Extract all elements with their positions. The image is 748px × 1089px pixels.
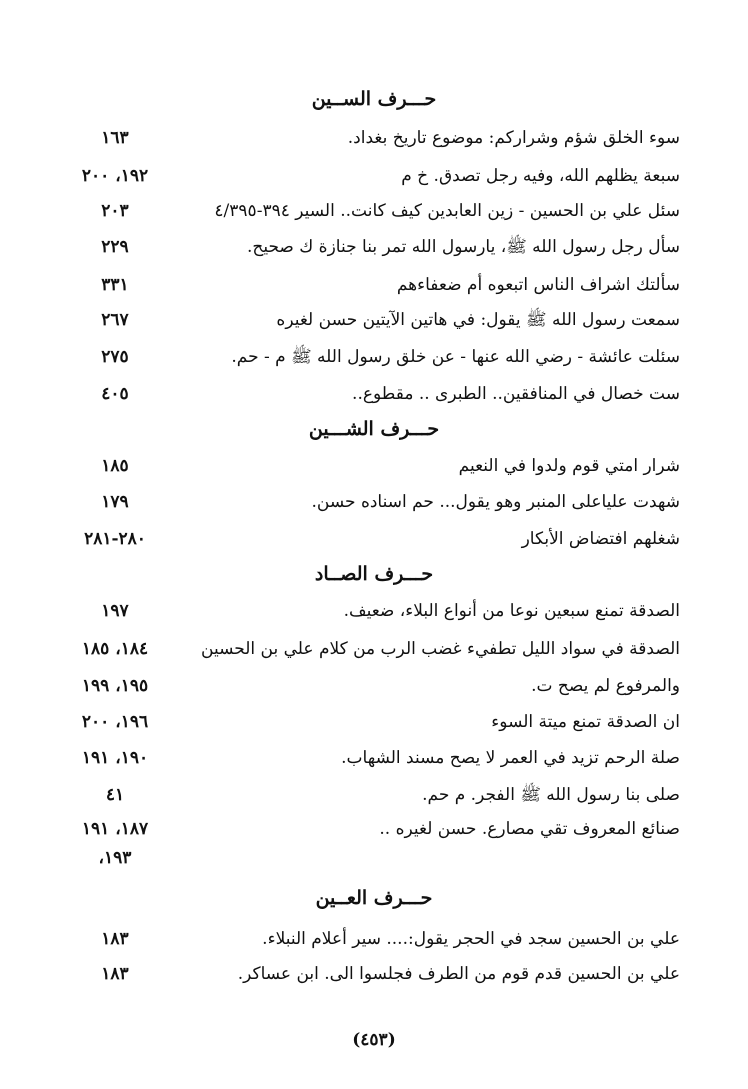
entry-pages: ٢٢٩	[101, 237, 129, 257]
entry-pages: ١٩٦، ٢٠٠	[81, 712, 149, 732]
entry-pages: ١٧٩	[101, 492, 129, 512]
entry-text: سألتك اشراف الناس اتبعوه أم ضعفاءهم	[396, 275, 680, 295]
index-entry	[0, 340, 748, 374]
index-entry	[0, 377, 748, 411]
entry-text: الصدقة في سواد الليل تطفيء غضب الرب من كلام علي بن الحسين	[201, 639, 680, 659]
index-entry	[0, 230, 748, 264]
index-entry	[0, 485, 748, 519]
entry-text: سوء الخلق شؤم وشراركم: موضوع تاريخ بغداد.	[347, 128, 680, 148]
entry-pages: ١٨٤، ١٨٥	[81, 639, 149, 659]
entry-pages: ٤٠٥	[101, 384, 129, 404]
entry-pages: ١٩٢، ٢٠٠	[81, 166, 149, 186]
entry-pages: ٢٧٥	[101, 347, 129, 367]
entry-text: علي بن الحسين سجد في الحجر يقول:.... سير أعلام النبلاء.	[262, 929, 680, 949]
index-entry	[0, 449, 748, 483]
index-entry	[0, 268, 748, 302]
entry-pages: ١٨٥	[101, 456, 129, 476]
entry-text: ان الصدقة تمنع ميتة السوء	[491, 712, 680, 732]
entry-pages: ١٨٧، ١٩١	[81, 819, 149, 839]
entry-text: سئل علي بن الحسين - زين العابدين كيف كانت.. السير ٣٩٤-٤/٣٩٥	[214, 201, 680, 221]
entry-text: صلة الرحم تزيد في العمر لا يصح مسند الشهاب.	[341, 748, 680, 768]
index-entry	[0, 194, 748, 228]
entry-text: صنائع المعروف تقي مصارع. حسن لغيره ..	[379, 819, 680, 839]
page-number: (٤٥٣)	[352, 1030, 396, 1050]
entry-pages: ٣٣١	[101, 275, 129, 295]
entry-text: شرار امتي قوم ولدوا في النعيم	[458, 456, 680, 476]
index-entry	[0, 159, 748, 193]
index-entry	[0, 594, 748, 628]
index-entry	[0, 957, 748, 991]
entry-pages: ١٨٣	[101, 929, 129, 949]
entry-text: صلى بنا رسول الله ﷺ الفجر. م حم.	[422, 785, 680, 805]
entry-pages: ١٦٣	[101, 128, 129, 148]
entry-pages: ١٩٧	[101, 601, 129, 621]
section-heading-sheen: حـــرف الشـــين	[308, 418, 440, 440]
entry-pages: ٤١	[105, 785, 125, 805]
entry-pages: ١٩٠، ١٩١	[81, 748, 149, 768]
entry-pages: ٢٠٣	[101, 201, 129, 221]
index-entry	[0, 632, 748, 666]
entry-pages-continuation: ١٩٣،	[98, 848, 132, 868]
entry-text: الصدقة تمنع سبعين نوعا من أنواع البلاء، ضعيف.	[343, 601, 680, 621]
index-entry	[0, 741, 748, 775]
entry-text: شغلهم افتضاض الأبكار	[521, 529, 680, 549]
entry-pages: ١٩٥، ١٩٩	[81, 676, 149, 696]
index-entry	[0, 922, 748, 956]
index-entry	[0, 303, 748, 337]
section-heading-ain: حـــرف العــين	[315, 887, 433, 909]
section-heading-saad: حـــرف الصــاد	[314, 563, 434, 585]
entry-text: شهدت علياعلى المنبر وهو يقول... حم اسناده حسن.	[311, 492, 680, 512]
entry-text: سبعة يظلهم الله، وفيه رجل تصدق. خ م	[401, 166, 680, 186]
entry-pages: ٢٦٧	[101, 310, 129, 330]
index-entry	[0, 812, 748, 846]
index-entry	[0, 669, 748, 703]
index-entry	[0, 705, 748, 739]
entry-text: سأل رجل رسول الله ﷺ، يارسول الله تمر بنا جنازة ك صحيح.	[246, 237, 680, 257]
index-entry	[0, 778, 748, 812]
index-entry	[0, 121, 748, 155]
entry-pages: ١٨٣	[101, 964, 129, 984]
entry-text: ست خصال في المنافقين.. الطبرى .. مقطوع..	[352, 384, 680, 404]
section-heading-seen: حـــرف الســين	[311, 88, 437, 110]
entry-text: سئلت عائشة - رضي الله عنها - عن خلق رسول الله ﷺ م - حم.	[231, 347, 680, 367]
entry-text: سمعت رسول الله ﷺ يقول: في هاتين الآيتين حسن لغيره	[276, 310, 680, 330]
entry-text: علي بن الحسين قدم قوم من الطرف فجلسوا الى. ابن عساكر.	[237, 964, 680, 984]
entry-pages: ٢٨٠-٢٨١	[84, 529, 146, 549]
index-entry	[0, 522, 748, 556]
entry-text: والمرفوع لم يصح ت.	[531, 676, 680, 696]
